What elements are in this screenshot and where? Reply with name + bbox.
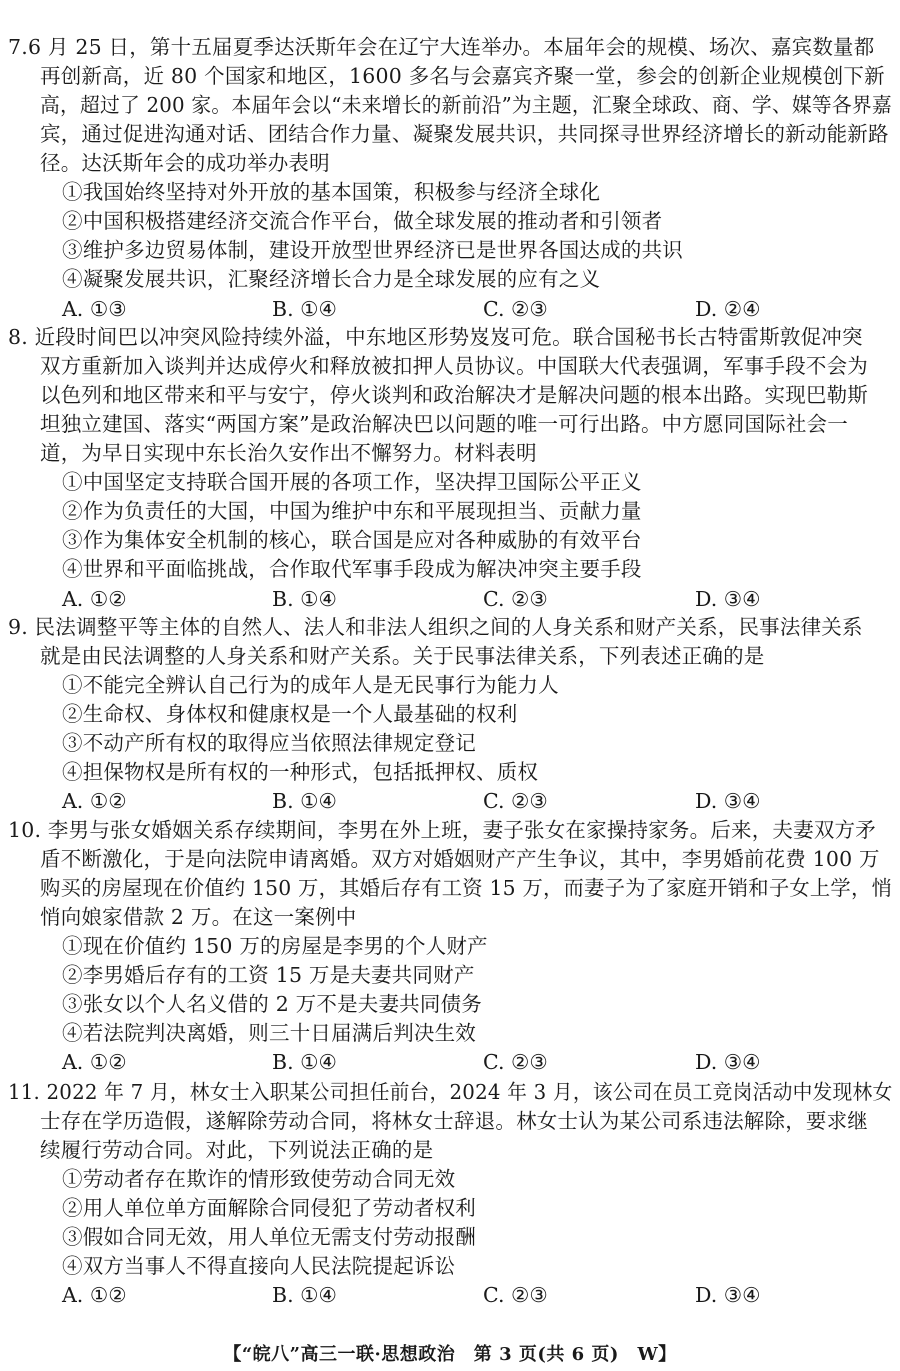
choice-a[interactable]: A. ①② — [62, 1283, 127, 1307]
statement-option: ④凝聚发展共识，汇聚经济增长合力是全球发展的应有之义 — [62, 267, 601, 291]
statement-option: ②用人单位单方面解除合同侵犯了劳动者权利 — [62, 1196, 476, 1220]
statement-option: ①不能完全辨认自己行为的成年人是无民事行为能力人 — [62, 673, 559, 697]
question-text: 续履行劳动合同。对此，下列说法正确的是 — [40, 1138, 434, 1162]
statement-option: ②中国积极搭建经济交流合作平台，做全球发展的推动者和引领者 — [62, 209, 663, 233]
choice-b[interactable]: B. ①④ — [272, 1283, 337, 1307]
question-text: 道，为早日实现中东长治久安作出不懈努力。材料表明 — [40, 441, 537, 465]
statement-option: ①劳动者存在欺诈的情形致使劳动合同无效 — [62, 1167, 456, 1191]
choice-a[interactable]: A. ①② — [62, 789, 127, 813]
choice-c[interactable]: C. ②③ — [483, 1050, 548, 1074]
choice-d[interactable]: D. ③④ — [695, 587, 761, 611]
statement-option: ③作为集体安全机制的核心，联合国是应对各种威胁的有效平台 — [62, 528, 642, 552]
statement-option: ④双方当事人不得直接向人民法院提起诉讼 — [62, 1254, 456, 1278]
question-text: 再创新高，近 80 个国家和地区，1600 多名与会嘉宾齐聚一堂，参会的创新企业规模创下新 — [40, 64, 885, 88]
statement-option: ③张女以个人名义借的 2 万不是夫妻共同债务 — [62, 992, 482, 1016]
statement-option: ③维护多边贸易体制，建设开放型世界经济已是世界各国达成的共识 — [62, 238, 683, 262]
choice-c[interactable]: C. ②③ — [483, 1283, 548, 1307]
choice-b[interactable]: B. ①④ — [272, 789, 337, 813]
question-text: 双方重新加入谈判并达成停火和释放被扣押人员协议。中国联大代表强调，军事手段不会为 — [40, 354, 868, 378]
statement-option: ②李男婚后存有的工资 15 万是夫妻共同财产 — [62, 963, 475, 987]
statement-option: ①现在价值约 150 万的房屋是李男的个人财产 — [62, 934, 488, 958]
question-text: 悄向娘家借款 2 万。在这一案例中 — [40, 905, 357, 929]
question-text: 高，超过了 200 家。本届年会以“未来增长的新前沿”为主题，汇聚全球政、商、学、媒等各界嘉 — [40, 93, 892, 117]
question-text: 购买的房屋现在价值约 150 万，其婚后存有工资 15 万，而妻子为了家庭开销和子女上学，悄 — [40, 876, 893, 900]
choice-c[interactable]: C. ②③ — [483, 587, 548, 611]
question-text: 以色列和地区带来和平与安宁，停火谈判和政治解决才是解决问题的根本出路。实现巴勒斯 — [40, 383, 868, 407]
statement-option: ④世界和平面临挑战，合作取代军事手段成为解决冲突主要手段 — [62, 557, 642, 581]
choice-b[interactable]: B. ①④ — [272, 1050, 337, 1074]
statement-option: ①中国坚定支持联合国开展的各项工作，坚决捍卫国际公平正义 — [62, 470, 642, 494]
question-text: 10. 李男与张女婚姻关系存续期间，李男在外上班，妻子张女在家操持家务。后来，夫妻双方矛 — [8, 818, 876, 842]
choice-c[interactable]: C. ②③ — [483, 297, 548, 321]
question-text: 盾不断激化，于是向法院申请离婚。双方对婚姻财产产生争议，其中，李男婚前花费 100 万 — [40, 847, 880, 871]
choice-c[interactable]: C. ②③ — [483, 789, 548, 813]
choice-d[interactable]: D. ③④ — [695, 789, 761, 813]
choice-a[interactable]: A. ①② — [62, 587, 127, 611]
choice-b[interactable]: B. ①④ — [272, 297, 337, 321]
question-text: 径。达沃斯年会的成功举办表明 — [40, 151, 330, 175]
question-text: 坦独立建国、落实“两国方案”是政治解决巴以问题的唯一可行出路。中方愿同国际社会一 — [40, 412, 848, 436]
statement-option: ④若法院判决离婚，则三十日届满后判决生效 — [62, 1021, 476, 1045]
choice-d[interactable]: D. ③④ — [695, 1283, 761, 1307]
choice-d[interactable]: D. ③④ — [695, 1050, 761, 1074]
page-footer: 【“皖八”高三一联·思想政治 第 3 页(共 6 页) W】 — [223, 1344, 677, 1365]
question-text: 11. 2022 年 7 月，林女士入职某公司担任前台，2024 年 3 月，该公司在员工竞岗活动中发现林女 — [8, 1080, 893, 1104]
question-text: 宾，通过促进沟通对话、团结合作力量、凝聚发展共识，共同探寻世界经济增长的新动能新路 — [40, 122, 889, 146]
question-text: 9. 民法调整平等主体的自然人、法人和非法人组织之间的人身关系和财产关系，民事法律关系 — [8, 615, 863, 639]
question-text: 8. 近段时间巴以冲突风险持续外溢，中东地区形势岌岌可危。联合国秘书长古特雷斯敦促冲突 — [8, 325, 863, 349]
statement-option: ②生命权、身体权和健康权是一个人最基础的权利 — [62, 702, 518, 726]
choice-b[interactable]: B. ①④ — [272, 587, 337, 611]
statement-option: ④担保物权是所有权的一种形式，包括抵押权、质权 — [62, 760, 539, 784]
choice-d[interactable]: D. ②④ — [695, 297, 761, 321]
choice-a[interactable]: A. ①② — [62, 1050, 127, 1074]
statement-option: ③不动产所有权的取得应当依照法律规定登记 — [62, 731, 476, 755]
question-text: 士存在学历造假，遂解除劳动合同，将林女士辞退。林女士认为某公司系违法解除，要求继 — [40, 1109, 868, 1133]
choice-a[interactable]: A. ①③ — [62, 297, 127, 321]
question-text: 7.6 月 25 日，第十五届夏季达沃斯年会在辽宁大连举办。本届年会的规模、场次、嘉宾数量都 — [8, 35, 875, 59]
question-text: 就是由民法调整的人身关系和财产关系。关于民事法律关系，下列表述正确的是 — [40, 644, 765, 668]
statement-option: ②作为负责任的大国，中国为维护中东和平展现担当、贡献力量 — [62, 499, 642, 523]
statement-option: ①我国始终坚持对外开放的基本国策，积极参与经济全球化 — [62, 180, 601, 204]
statement-option: ③假如合同无效，用人单位无需支付劳动报酬 — [62, 1225, 476, 1249]
